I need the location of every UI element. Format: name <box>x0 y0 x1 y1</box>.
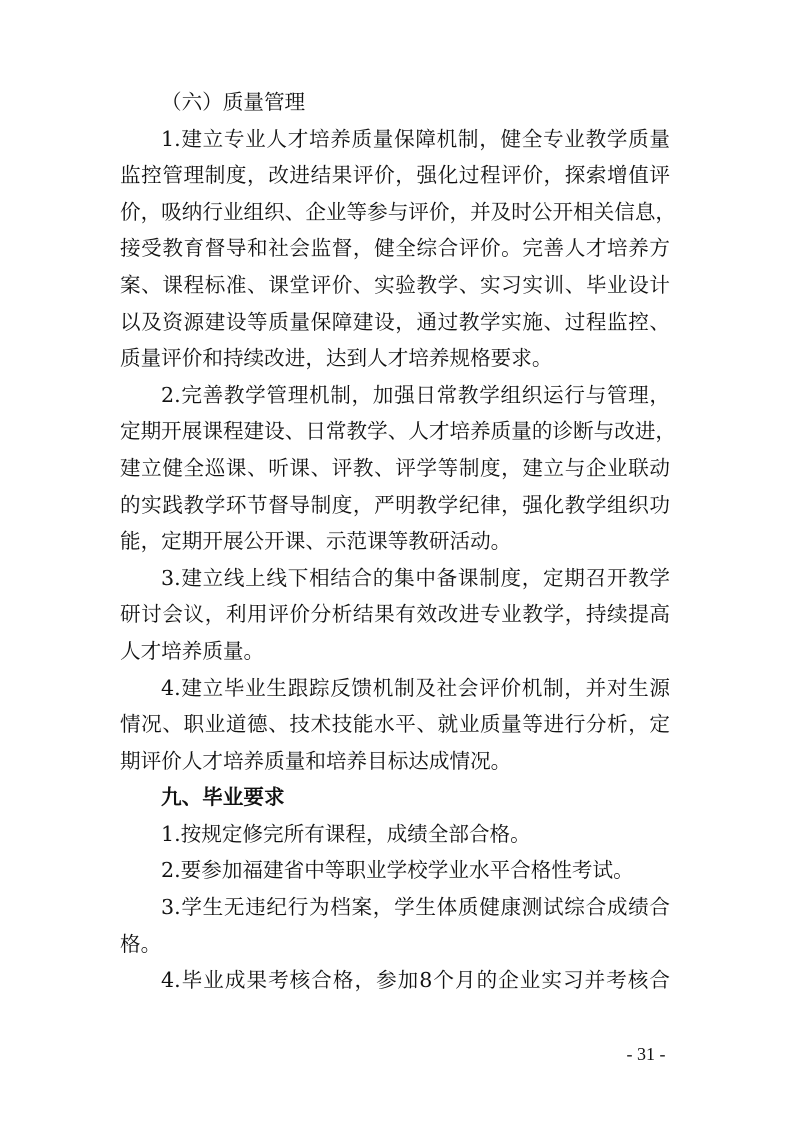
paragraph-line: 3.学生无违纪行为档案，学生体质健康测试综合成绩合 <box>161 895 670 920</box>
paragraph-line: 1.按规定修完所有课程，成绩全部合格。 <box>161 821 531 846</box>
section-subheading-quality-management: （六）质量管理 <box>161 90 306 114</box>
paragraph-line: 能，定期开展公开课、示范课等教研活动。 <box>120 529 512 554</box>
paragraph-line: 研讨会议，利用评价分析结果有效改进专业教学，持续提高 <box>120 602 670 627</box>
paragraph-line: 案、课程标准、课堂评价、实验教学、实习实训、毕业设计 <box>120 272 670 297</box>
paragraph-line: 建立健全巡课、听课、评教、评学等制度，建立与企业联动 <box>120 455 670 480</box>
paragraph-line: 接受教育督导和社会监督，健全综合评价。完善人才培养方 <box>120 236 670 261</box>
paragraph-line: 2.完善教学管理机制，加强日常教学组织运行与管理， <box>161 382 670 407</box>
paragraph-line: 的实践教学环节督导制度，严明教学纪律，强化教学组织功 <box>120 492 670 517</box>
paragraph-line: 价，吸纳行业组织、企业等参与评价，并及时公开相关信息， <box>120 199 677 224</box>
paragraph-line: 期评价人才培养质量和培养目标达成情况。 <box>120 748 512 773</box>
paragraph-line: 1.建立专业人才培养质量保障机制，健全专业教学质量 <box>161 126 670 151</box>
paragraph-line: 2.要参加福建省中等职业学校学业水平合格性考试。 <box>161 858 634 883</box>
paragraph-line: 监控管理制度，改进结果评价，强化过程评价，探索增值评 <box>120 163 670 188</box>
paragraph-line: 3.建立线上线下相结合的集中备课制度，定期召开教学 <box>161 565 670 590</box>
paragraph-line: 4.毕业成果考核合格，参加8个月的企业实习并考核合 <box>161 968 670 993</box>
page-number: - 31 - <box>626 1044 666 1064</box>
paragraph-line: 格。 <box>120 931 162 956</box>
paragraph-line: 情况、职业道德、技术技能水平、就业质量等进行分析，定 <box>120 712 670 737</box>
section-heading-graduation-requirements: 九、毕业要求 <box>161 785 285 810</box>
paragraph-line: 人才培养质量。 <box>120 638 265 663</box>
paragraph-line: 定期开展课程建设、日常教学、人才培养质量的诊断与改进， <box>120 419 677 444</box>
paragraph-line: 以及资源建设等质量保障建设，通过教学实施、过程监控、 <box>120 309 670 334</box>
paragraph-line: 质量评价和持续改进，达到人才培养规格要求。 <box>120 346 553 371</box>
page-body <box>120 84 677 999</box>
paragraph-line: 4.建立毕业生跟踪反馈机制及社会评价机制，并对生源 <box>161 675 670 700</box>
